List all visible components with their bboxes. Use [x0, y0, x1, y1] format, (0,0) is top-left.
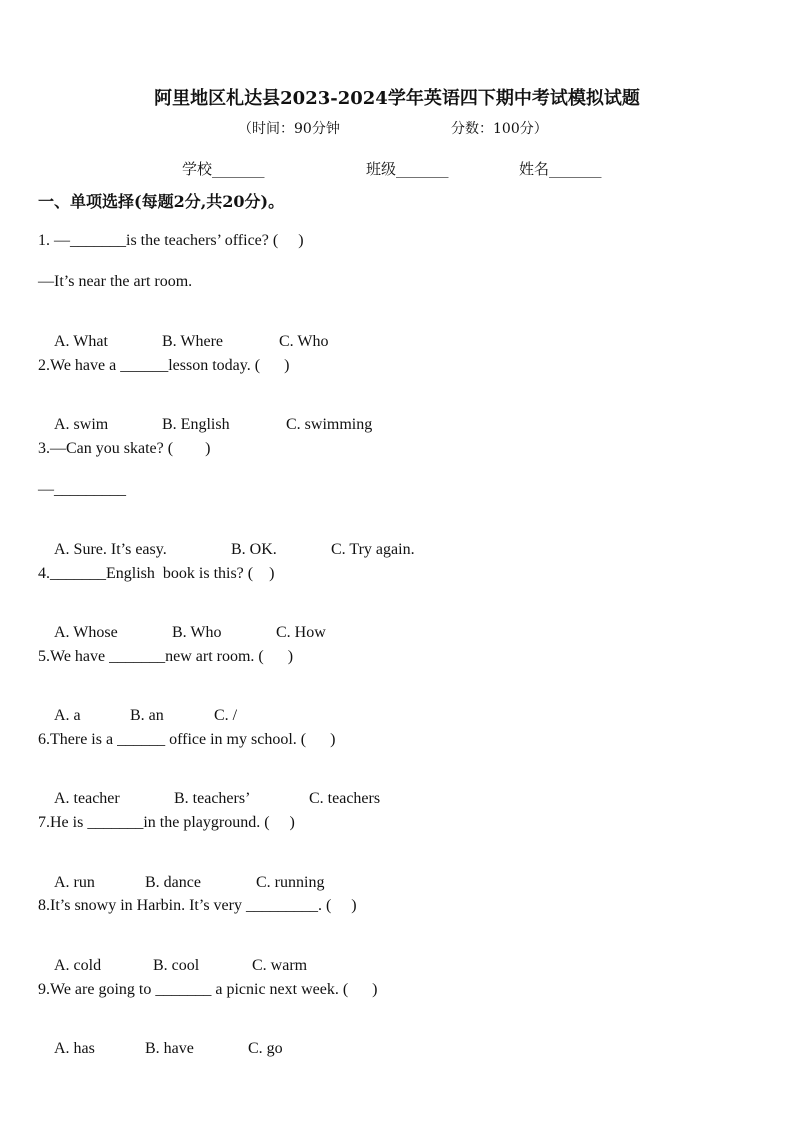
option-c: C. go: [248, 1040, 283, 1057]
question-4-stem: 4._______English book is this? ( ): [38, 565, 275, 582]
option-b: B. OK.: [231, 541, 277, 558]
question-9-options: [38, 1022, 283, 1076]
question-3-stem: 3.—Can you skate? ( ): [38, 440, 211, 457]
option-b: B. dance: [145, 874, 201, 891]
option-a: A. has: [54, 1040, 95, 1057]
option-a: A. a: [54, 707, 81, 724]
option-b: B. cool: [153, 957, 200, 974]
question-8-stem: 8.It’s snowy in Harbin. It’s very _________. ( ): [38, 897, 357, 914]
class-field: 班级_______: [366, 160, 449, 178]
option-b: B. an: [130, 707, 164, 724]
option-b: B. English: [162, 416, 230, 433]
option-c: C. /: [214, 707, 238, 724]
question-2-stem: 2.We have a ______lesson today. ( ): [38, 357, 290, 374]
option-b: B. have: [145, 1040, 194, 1057]
option-c: C. teachers: [309, 790, 381, 807]
option-c: C. How: [276, 624, 326, 641]
option-a: A. swim: [54, 416, 109, 433]
option-c: C. warm: [252, 957, 308, 974]
option-a: A. Sure. It’s easy.: [54, 541, 167, 558]
option-c: C. swimming: [286, 416, 373, 433]
page-title: 阿里地区札达县2023-2024学年英语四下期中考试模拟试题: [154, 88, 640, 109]
exam-score: 分数：100分）: [451, 121, 548, 137]
option-b: B. teachers’: [174, 790, 251, 807]
option-a: A. What: [54, 333, 108, 350]
question-6-stem: 6.There is a ______ office in my school. ( ): [38, 731, 336, 748]
question-5-stem: 5.We have _______new art room. ( ): [38, 648, 294, 665]
question-1-reply: —It’s near the art room.: [38, 273, 193, 290]
exam-time: （时间：90分钟: [238, 121, 340, 137]
option-a: A. run: [54, 874, 95, 891]
option-b: B. Who: [172, 624, 222, 641]
option-c: C. Who: [279, 333, 329, 350]
school-field: 学校_______: [182, 160, 265, 178]
question-3-reply: —_________: [38, 481, 126, 498]
option-c: C. running: [256, 874, 325, 891]
option-a: A. cold: [54, 957, 102, 974]
option-a: A. Whose: [54, 624, 118, 641]
option-b: B. Where: [162, 333, 224, 350]
option-a: A. teacher: [54, 790, 120, 807]
name-field: 姓名_______: [519, 160, 602, 178]
question-9-stem: 9.We are going to _______ a picnic next week. ( ): [38, 981, 378, 998]
option-c: C. Try again.: [331, 541, 415, 558]
question-7-stem: 7.He is _______in the playground. ( ): [38, 814, 295, 831]
question-1-stem: 1. —_______is the teachers’ office? ( ): [38, 232, 304, 249]
section-title: 一、单项选择(每题2分,共20分)。: [38, 192, 285, 211]
